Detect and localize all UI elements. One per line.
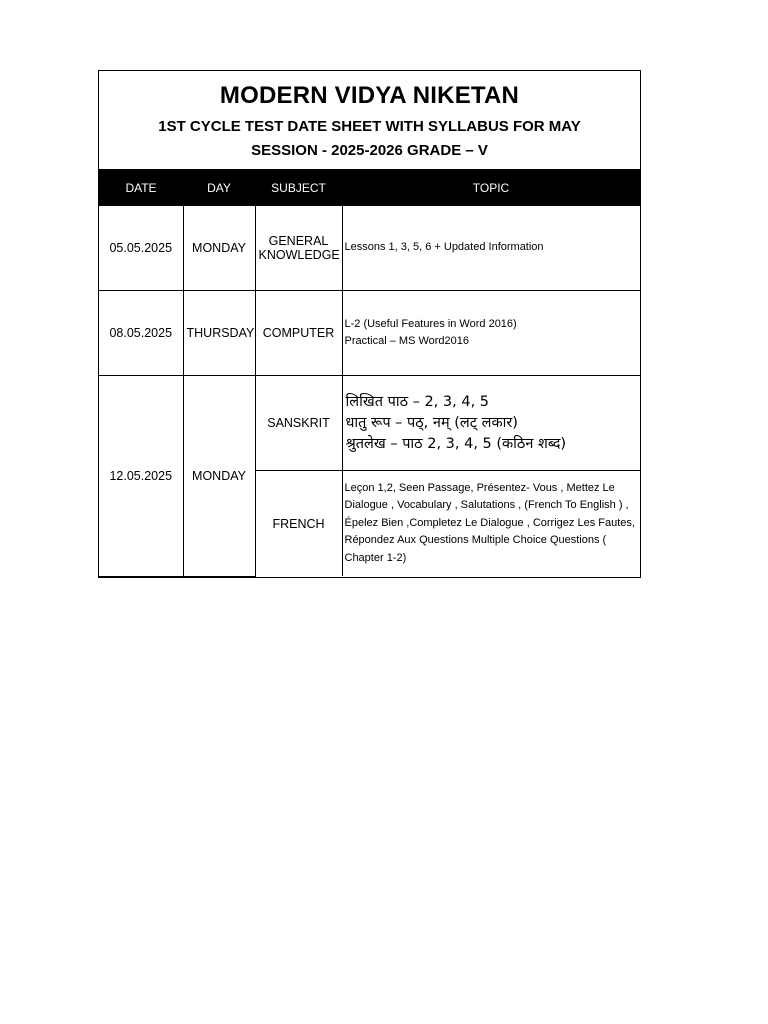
topic-cell [342, 376, 640, 471]
table-row [99, 291, 640, 376]
subject-cell [255, 206, 342, 291]
topic-line: L-2 (Useful Features in Word 2016) [344, 317, 517, 330]
topic-cell [342, 471, 640, 577]
date-sheet [98, 70, 641, 578]
topic-line: Lessons 1, 3, 5, 6 + Updated Information [344, 241, 544, 254]
column-header-day: DAY [183, 170, 255, 206]
subject-cell: SANSKRIT [255, 376, 342, 471]
topic-line: लिखित पाठ – 2, 3, 4, 5 [345, 393, 490, 410]
sheet-subtitle [99, 115, 640, 163]
subject-cell: FRENCH [255, 471, 342, 577]
column-header-date: DATE [99, 170, 183, 206]
topic-line: धातु रूप – पठ्, नम् (लट् लकार) [345, 414, 518, 431]
topic-line: Leçon 1,2, Seen Passage, Présentez- Vous , Mettez Le [344, 481, 615, 494]
topic-cell [342, 206, 640, 291]
subject-cell: COMPUTER [255, 291, 342, 376]
column-header-subject: SUBJECT [255, 170, 342, 206]
day-cell: THURSDAY [183, 291, 255, 376]
subject-name: GENERAL KNOWLEDGE [258, 234, 340, 262]
topic-line: Practical – MS Word2016 [344, 335, 470, 347]
topic-line: श्रुतलेख – पाठ 2, 3, 4, 5 (कठिन शब्द) [345, 435, 567, 452]
table-header-row [99, 170, 640, 206]
column-header-topic: TOPIC [342, 170, 640, 206]
table-row [99, 376, 640, 471]
school-name: MODERN VIDYA NIKETAN [219, 82, 520, 109]
topic-line: Dialogue , Vocabulary , Salutations , (French To English ) , [344, 499, 629, 512]
day-cell: MONDAY [183, 206, 255, 291]
topic-line: Répondez Aux Questions Multiple Choice Questions ( [344, 534, 607, 547]
day-cell: MONDAY [183, 376, 255, 577]
date-cell: 08.05.2025 [99, 291, 183, 376]
table-row [99, 206, 640, 291]
date-cell: 12.05.2025 [99, 376, 183, 577]
syllabus-table [99, 170, 640, 577]
date-cell: 05.05.2025 [99, 206, 183, 291]
topic-line: Épelez Bien ,Completez Le Dialogue , Corrigez Les Fautes, [344, 516, 635, 529]
subtitle-line-1: 1ST CYCLE TEST DATE SHEET WITH SYLLABUS FOR MAY [158, 118, 581, 135]
subtitle-line-2: SESSION - 2025-2026 GRADE – V [251, 142, 488, 159]
sheet-header [99, 71, 640, 170]
topic-cell [342, 291, 640, 376]
topic-line: Chapter 1-2) [344, 551, 407, 564]
